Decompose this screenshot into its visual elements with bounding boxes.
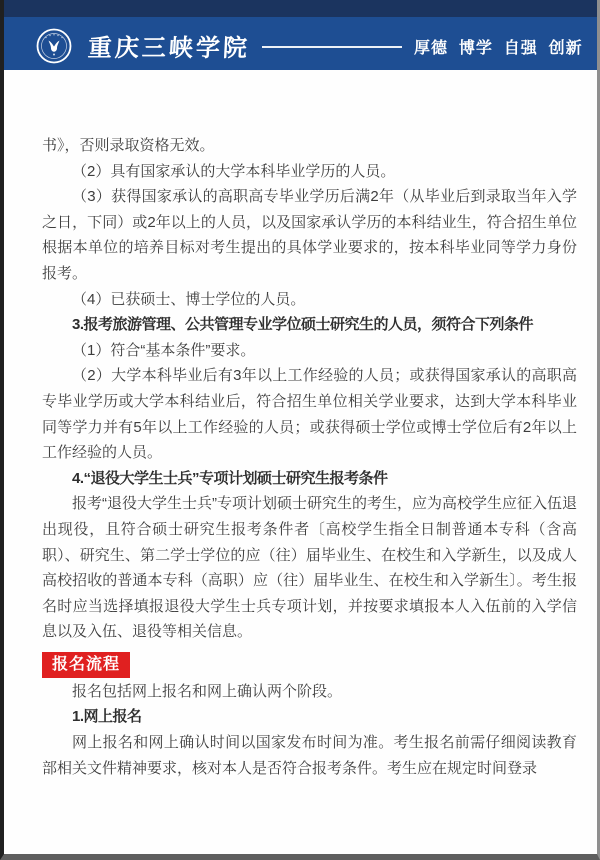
university-name: 重庆三峡学院 <box>87 33 251 62</box>
body-paragraph: 网上报名和网上确认时间以国家发布时间为准。考生报名前需仔细阅读教育部相关文件精神要求，核对本人是否符合报考条件。考生应在规定时间登录 <box>42 734 577 777</box>
body-paragraph: （1）符合“基本条件”要求。 <box>72 341 256 359</box>
top-navy-strip <box>4 0 597 17</box>
body-paragraph: （2）大学本科毕业后有3年以上工作经验的人员；或获得国家承认的高职高专毕业学历或大学本科结业后，符合招生单位相关学业要求，达到大学本科毕业同等学力并有5年以上工作经验的人员；或获得硕士学位或博士学位后有2年以上工作经验的人员。 <box>42 367 577 462</box>
university-motto: 厚德 博学 自强 创新 <box>414 39 583 57</box>
badge-row <box>42 652 577 679</box>
body-paragraph: 报考“退役大学生士兵”专项计划硕士研究生的考生，应为高校学生应征入伍退出现役，且符合硕士研究生报考条件者〔高校学生指全日制普通本专科（含高职）、研究生、第二学士学位的应（往）届毕业生、在校生和入学新生，以及成人高校招收的普通本专科（高职）应（往）届毕业生、在校生和入学新生〕。考生报名时应当选择填报退役大学生士兵专项计划，并按要求填报本人入伍前的入学信息以及入伍、退役等相关信息。 <box>42 495 577 641</box>
body-paragraph: （2）具有国家承认的大学本科毕业学历的人员。 <box>72 162 396 180</box>
university-seal-icon <box>36 28 72 64</box>
section-heading-3: 3.报考旅游管理、公共管理专业学位硕士研究生的人员，须符合下列条件 <box>72 316 534 334</box>
header-banner <box>4 17 597 70</box>
header-divider-line <box>262 46 402 48</box>
section-heading-online-registration: 1.网上报名 <box>72 708 142 726</box>
document-body <box>4 70 597 781</box>
body-paragraph: （4）已获硕士、博士学位的人员。 <box>72 290 306 308</box>
body-paragraph: （3）获得国家承认的高职高专毕业学历后满2年（从毕业后到录取当年入学之日，下同）或2年以上的人员，以及国家承认学历的本科结业生，符合招生单位根据本单位的培养目标对考生提出的具体学业要求的，按本科毕业同等学力身份报考。 <box>42 188 577 282</box>
section-badge-registration-process: 报名流程 <box>42 652 130 678</box>
body-paragraph: 书》，否则录取资格无效。 <box>42 137 215 154</box>
section-heading-4: 4.“退役大学生士兵”专项计划硕士研究生报考条件 <box>72 469 388 487</box>
body-paragraph: 报名包括网上报名和网上确认两个阶段。 <box>72 682 343 700</box>
